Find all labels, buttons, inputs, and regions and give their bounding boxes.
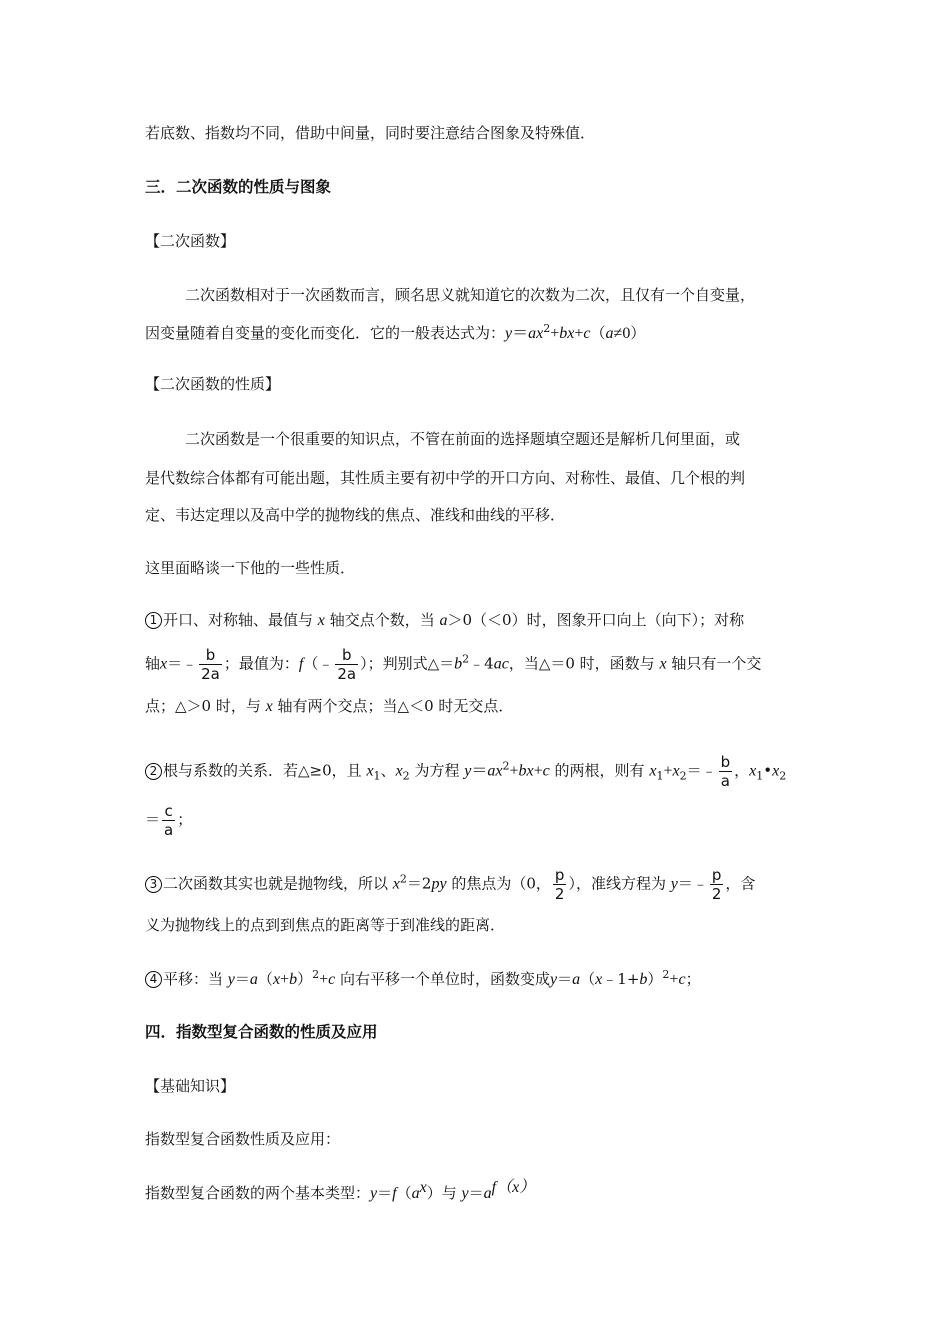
fraction-b-over-2a: $\frac{b}{2a}$ xyxy=(337,646,357,683)
section4-paragraph1: 指数型复合函数性质及应用： xyxy=(145,1130,341,1148)
intro-line: 若底数、指数均不同，借助中间量，同时要注意结合图象及特殊值． xyxy=(145,124,596,142)
fraction-c-over-a: $\frac{c}{a}$ xyxy=(164,802,174,839)
item3-line2: 义为抛物线上的点到到焦点的距离等于到准线的距离． xyxy=(145,916,506,934)
section4-heading: 四．指数型复合函数的性质及应用 xyxy=(145,1023,378,1041)
item1-line3: 点；△＞0 时，与 x 轴有两个交点；当△＜0 时无交点． xyxy=(145,697,514,715)
item3-number: 3 xyxy=(145,876,162,893)
fraction-b-over-a: $\frac{b}{a}$ xyxy=(720,753,731,790)
fraction-p-over-2: $\frac{p}{2}$ xyxy=(554,866,565,903)
item3-line1: 3 二次函数其实也就是抛物线，所以 $x^2=2py$ 的焦点为（0， $\frac{p}{2}$ ），准线方程为 y＝﹣ $\frac{p}{2}$ ，含 xyxy=(145,866,755,903)
section3-sub-properties: 【二次函数的性质】 xyxy=(145,375,281,393)
properties-intro: 这里面略谈一下他的一些性质． xyxy=(145,559,356,577)
properties-paragraph-line2: 是代数综合体都有可能出题，其性质主要有初中学的开口方向、对称性、最值、几个根的判 xyxy=(145,469,746,487)
item4-line1: 4 平移：当 $y=a(x+b)^2+c$ 向右平移一个单位时，函数变成y＝a（x﹣1+b）$^2$+c； xyxy=(145,968,701,991)
item1-number: 1 xyxy=(145,612,162,629)
properties-paragraph-line1: 二次函数是一个很重要的知识点，不管在前面的选择题填空题还是解析几何里面，或 xyxy=(185,430,741,448)
item2-line1: 2 根与系数的关系．若△≥0，且 $x_1$、$x_2$ 为方程 $y=ax^2+bx+c$ 的两根，则有 $x_1+x_2=﹣$ $\frac{b}{a}$ ，$x_1•x_2$ xyxy=(145,753,786,790)
section4-sub-basics: 【基础知识】 xyxy=(145,1077,236,1095)
item2-number: 2 xyxy=(145,763,162,780)
quadratic-paragraph-line1: 二次函数相对于一次函数而言，顾名思义就知道它的次数为二次，且仅有一个自变量， xyxy=(185,286,756,304)
quadratic-paragraph-line2: 因变量随着自变量的变化而变化．它的一般表达式为：$y=ax^2+bx+c(a\ne 0)$ xyxy=(145,322,646,342)
fraction-p-over-2: $\frac{p}{2}$ xyxy=(711,866,722,903)
fraction-b-over-2a: $\frac{b}{2a}$ xyxy=(201,646,220,683)
section4-paragraph2: 指数型复合函数的两个基本类型：$y=f(a^x)$与 $y=a^{f(x)}$ xyxy=(145,1179,536,1202)
item2-line2: ＝ $\frac{c}{a}$ ； xyxy=(145,802,193,839)
properties-paragraph-line3: 定、韦达定理以及高中学的抛物线的焦点、准线和曲线的平移． xyxy=(145,506,566,524)
section3-heading: 三．二次函数的性质与图象 xyxy=(145,178,332,196)
item1-line1: 1 开口、对称轴、最值与 x 轴交点个数，当 a＞0（＜0）时，图象开口向上（向下）；对称 xyxy=(145,609,744,632)
item4-number: 4 xyxy=(145,971,162,988)
item1-line2: 轴x＝﹣ $\frac{b}{2a}$ ；最值为：f（﹣ $\frac{b}{2a}$ ）；判别式$\triangle=b^2﹣4ac$，当△＝0 时，函数与 x 轴只有一个交 xyxy=(145,646,762,683)
section3-sub-quadratic: 【二次函数】 xyxy=(145,232,236,250)
